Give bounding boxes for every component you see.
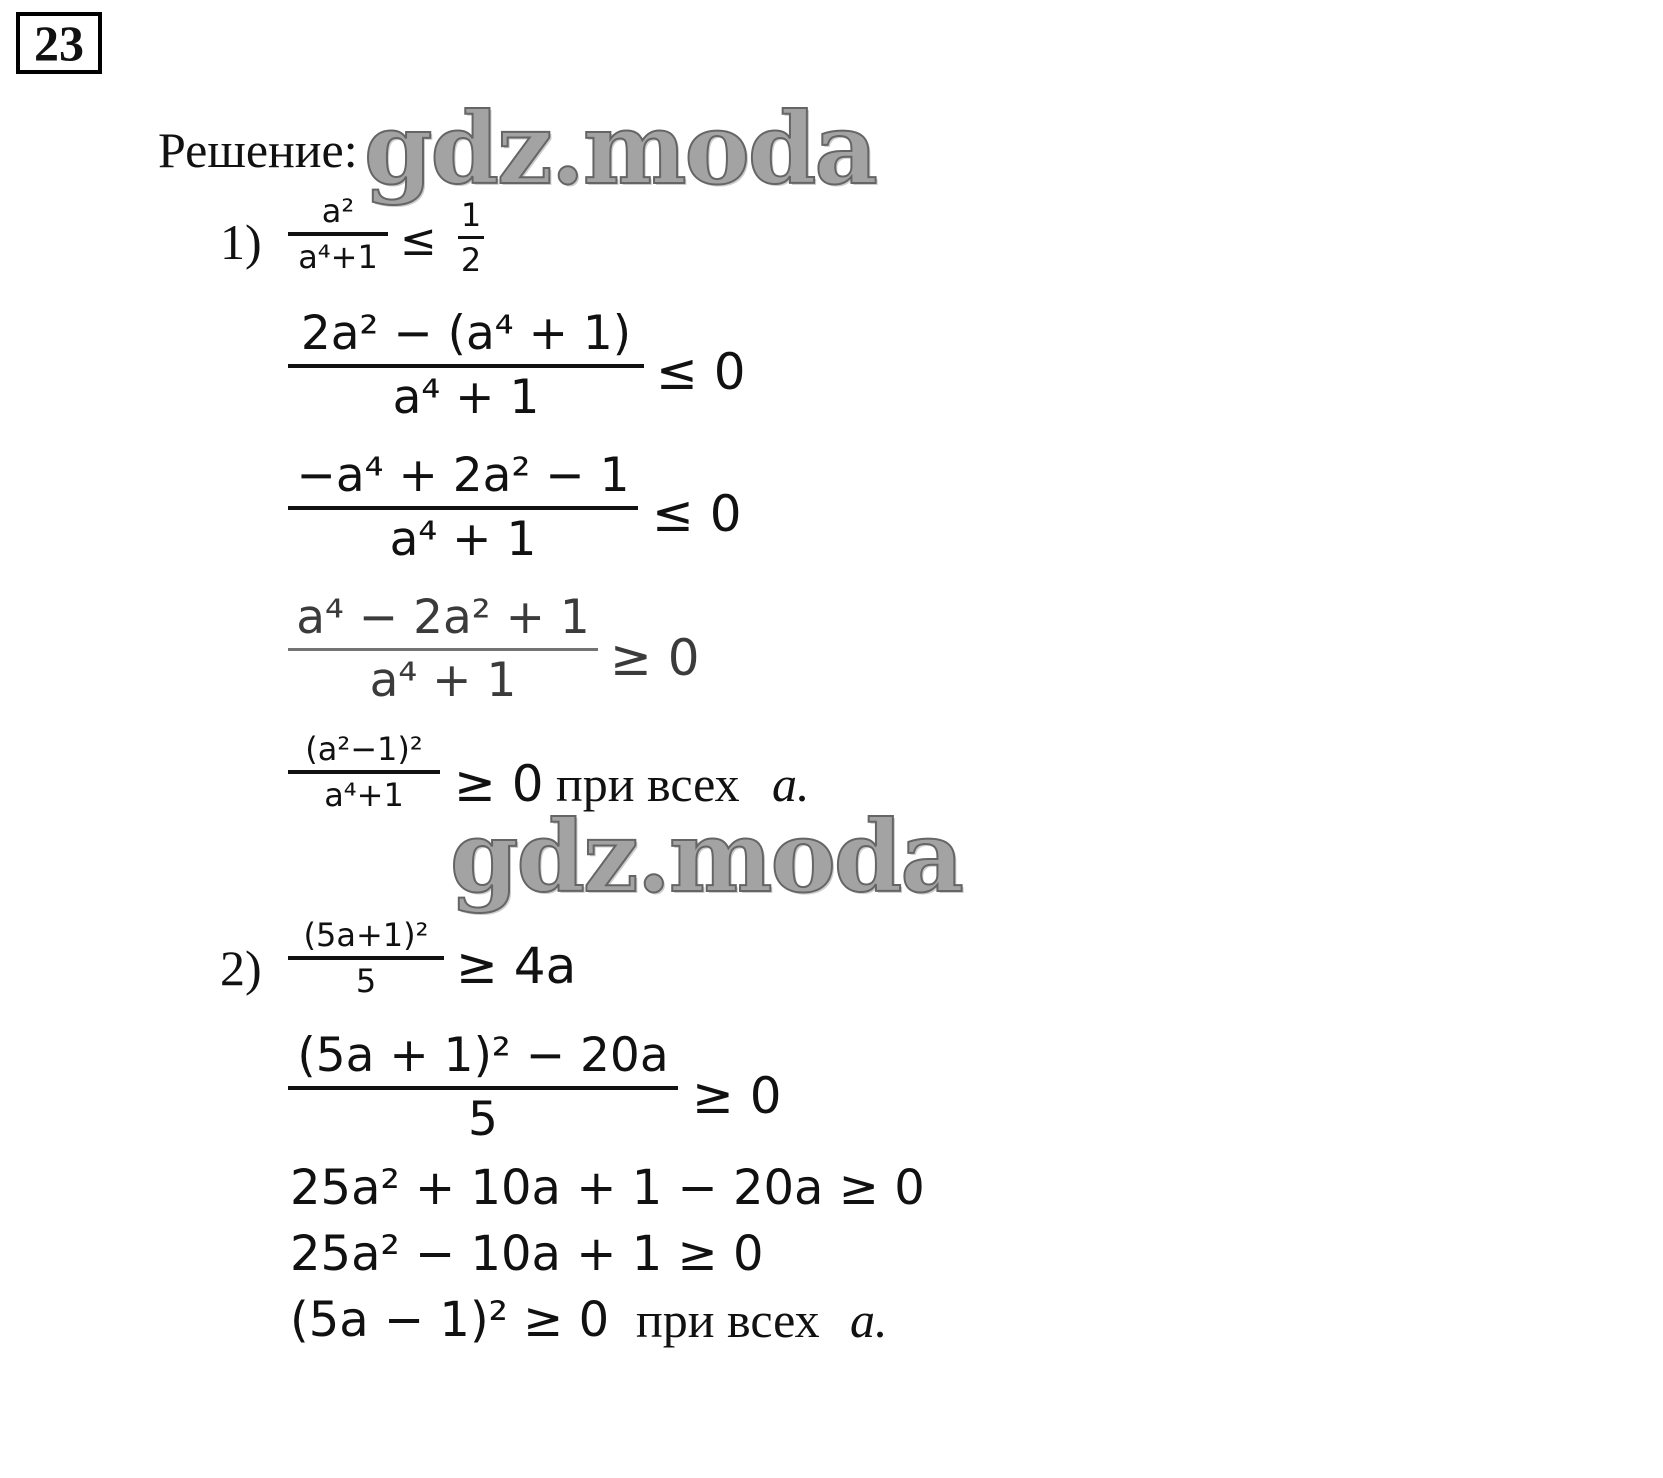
part1-step0-fraction bbox=[288, 190, 388, 278]
numerator: 2a² − (a⁴ + 1) bbox=[300, 306, 632, 361]
part1-step4-var: a. bbox=[772, 756, 810, 812]
part1-step2-rhs: ≤ 0 bbox=[652, 485, 742, 543]
part2-label: 2) bbox=[220, 940, 262, 996]
part2-step1-rhs: ≥ 0 bbox=[692, 1067, 782, 1125]
part1-label: 1) bbox=[220, 214, 262, 270]
part1-step1-rhs: ≤ 0 bbox=[656, 343, 746, 401]
part1-step4-fraction bbox=[288, 728, 440, 816]
denominator: a⁴+1 bbox=[298, 238, 378, 276]
part2-line3-var: a. bbox=[850, 1292, 888, 1348]
denominator: a⁴ + 1 bbox=[389, 512, 537, 567]
part1-step4-rhs: ≥ 0 bbox=[454, 755, 544, 813]
part1-step4-tail-text: при всех bbox=[556, 756, 740, 812]
part1-step2-fraction bbox=[288, 446, 638, 570]
denominator: a⁴+1 bbox=[324, 776, 404, 814]
watermark-top: gdz.moda bbox=[364, 92, 876, 207]
numerator: (5a + 1)² − 20a bbox=[297, 1028, 669, 1083]
part2-step1-fraction bbox=[288, 1026, 678, 1150]
part2-step0-fraction bbox=[288, 914, 444, 1002]
denominator: a⁴ + 1 bbox=[392, 370, 540, 425]
solution-heading: Решение: bbox=[158, 122, 358, 178]
part1-step0-relation: ≤ bbox=[400, 215, 437, 266]
part1-step1-fraction bbox=[288, 304, 644, 428]
part2-line3-expr: (5a − 1)² ≥ 0 bbox=[290, 1292, 610, 1348]
part2-line1: 25a² + 10a + 1 − 20a ≥ 0 bbox=[290, 1160, 925, 1216]
part2-step0-rhs: ≥ 4a bbox=[456, 937, 577, 995]
denominator: 2 bbox=[460, 241, 482, 279]
numerator: (5a+1)² bbox=[303, 916, 429, 954]
part1-step0-rhs-fraction bbox=[458, 194, 484, 281]
part1-step3-rhs: ≥ 0 bbox=[610, 629, 700, 687]
denominator: a⁴ + 1 bbox=[369, 653, 517, 708]
problem-number: 23 bbox=[16, 12, 102, 74]
numerator: (a²−1)² bbox=[305, 730, 423, 768]
part2-line3-tail-text: при всех bbox=[636, 1292, 820, 1348]
part2-line2: 25a² − 10a + 1 ≥ 0 bbox=[290, 1226, 764, 1282]
numerator: a⁴ − 2a² + 1 bbox=[296, 590, 590, 645]
denominator: 5 bbox=[468, 1092, 498, 1147]
numerator: −a⁴ + 2a² − 1 bbox=[296, 448, 630, 503]
watermark-middle: gdz.moda bbox=[450, 800, 962, 915]
denominator: 5 bbox=[355, 962, 377, 1000]
numerator: 1 bbox=[460, 196, 482, 234]
numerator: a² bbox=[321, 192, 355, 230]
part1-step3-fraction bbox=[288, 588, 598, 711]
